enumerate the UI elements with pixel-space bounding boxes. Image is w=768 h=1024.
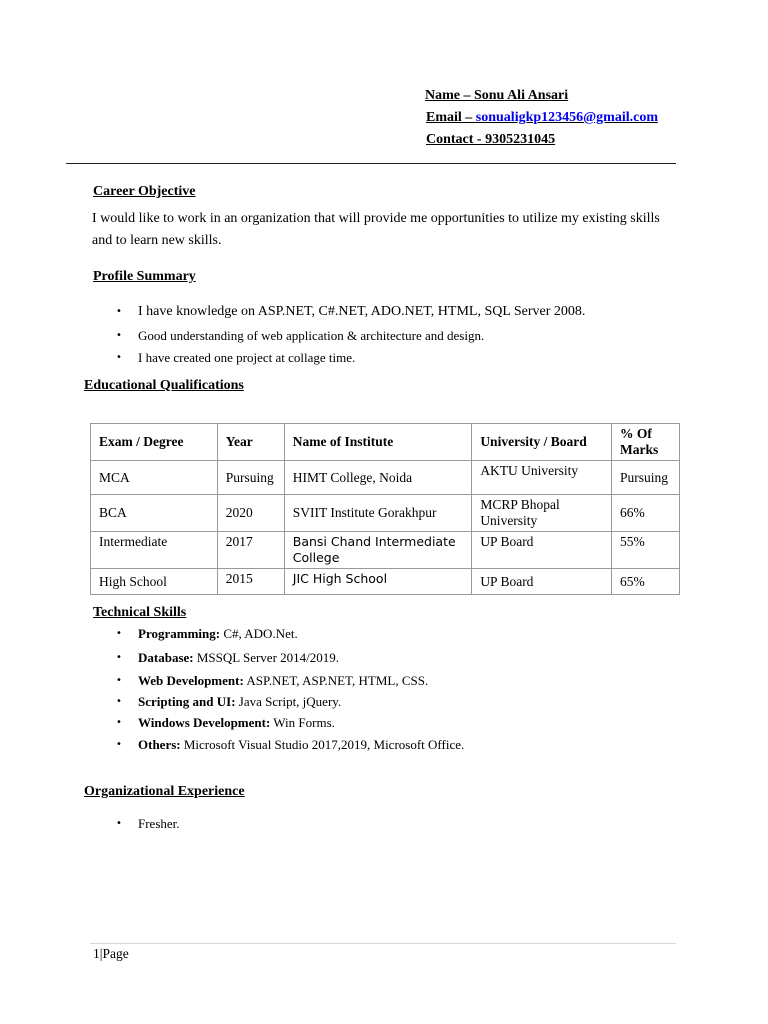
- table-cell: MCA: [91, 461, 218, 495]
- bullet-icon: •: [116, 739, 122, 750]
- table-cell: 65%: [611, 569, 679, 595]
- table-row: [91, 461, 680, 495]
- list-item: • Programming: C#, ADO.Net.: [116, 626, 298, 641]
- table-row: [91, 532, 680, 569]
- list-item: • Good understanding of web application & architecture and design.: [116, 328, 485, 343]
- table-cell: Bansi Chand Intermediate College: [284, 532, 472, 569]
- table-cell: MCRP Bhopal University: [472, 495, 612, 532]
- table-cell: 66%: [611, 495, 679, 532]
- list-item: • I have knowledge on ASP.NET, C#.NET, ADO.NET, HTML, SQL Server 2008.: [116, 304, 586, 319]
- table-cell: 2015: [217, 569, 284, 595]
- table-cell: 2017: [217, 532, 284, 569]
- table-header-row: [91, 424, 680, 461]
- section-title-experience: Organizational Experience: [84, 784, 245, 799]
- career-objective-text: I would like to work in an organization that will provide me opportunities to utilize my existing skills and to learn new skills.: [92, 211, 660, 248]
- table-row: [91, 495, 680, 532]
- candidate-name: Name – Sonu Ali Ansari: [425, 88, 569, 103]
- list-item: • I have created one project at collage time.: [116, 350, 356, 365]
- table-cell: JIC High School: [284, 569, 472, 595]
- list-item: • Fresher.: [116, 816, 180, 831]
- bullet-icon: •: [116, 696, 122, 707]
- table-cell: BCA: [91, 495, 218, 532]
- email-separator: –: [461, 110, 476, 125]
- header-divider: [66, 163, 676, 164]
- table-cell: Pursuing: [217, 461, 284, 495]
- section-title-skills: Technical Skills: [93, 605, 187, 620]
- table-row: [91, 569, 680, 595]
- column-header: Name of Institute: [284, 424, 472, 461]
- bullet-icon: •: [116, 352, 122, 363]
- email-link[interactable]: sonualigkp123456@gmail.com: [475, 110, 658, 125]
- bullet-icon: •: [116, 306, 122, 317]
- table-cell: 2020: [217, 495, 284, 532]
- list-item: • Database: MSSQL Server 2014/2019.: [116, 650, 340, 665]
- table-cell: Intermediate: [91, 532, 218, 569]
- table-cell: 55%: [611, 532, 679, 569]
- bullet-icon: •: [116, 652, 122, 663]
- education-table: [90, 423, 680, 595]
- table-cell: HIMT College, Noida: [284, 461, 472, 495]
- list-item: • Scripting and UI: Java Script, jQuery.: [116, 694, 342, 709]
- section-title-education: Educational Qualifications: [84, 378, 244, 393]
- table-cell: High School: [91, 569, 218, 595]
- bullet-icon: •: [116, 717, 122, 728]
- table-cell: Pursuing: [611, 461, 679, 495]
- table-cell: UP Board: [472, 532, 612, 569]
- bullet-icon: •: [116, 330, 122, 341]
- contact-number: Contact - 9305231045: [426, 132, 556, 147]
- section-title-profile: Profile Summary: [93, 269, 196, 284]
- bullet-icon: •: [116, 675, 122, 686]
- table-cell: SVIIT Institute Gorakhpur: [284, 495, 472, 532]
- table-cell: AKTU University: [472, 461, 612, 495]
- footer-divider: [90, 943, 676, 944]
- table-cell: UP Board: [472, 569, 612, 595]
- list-item: • Others: Microsoft Visual Studio 2017,2019, Microsoft Office.: [116, 737, 465, 752]
- column-header: University / Board: [472, 424, 612, 461]
- email-label: Email: [426, 110, 462, 125]
- column-header: Exam / Degree: [91, 424, 218, 461]
- list-item: • Web Development: ASP.NET, ASP.NET, HTML, CSS.: [116, 673, 429, 688]
- column-header: Year: [217, 424, 284, 461]
- column-header: % Of Marks: [611, 424, 679, 461]
- email-line: [426, 110, 658, 126]
- bullet-icon: •: [116, 628, 122, 639]
- bullet-icon: •: [116, 818, 122, 829]
- page-number: 1|Page: [93, 946, 129, 961]
- list-item: • Windows Development: Win Forms.: [116, 715, 335, 730]
- section-title-career: Career Objective: [93, 184, 196, 199]
